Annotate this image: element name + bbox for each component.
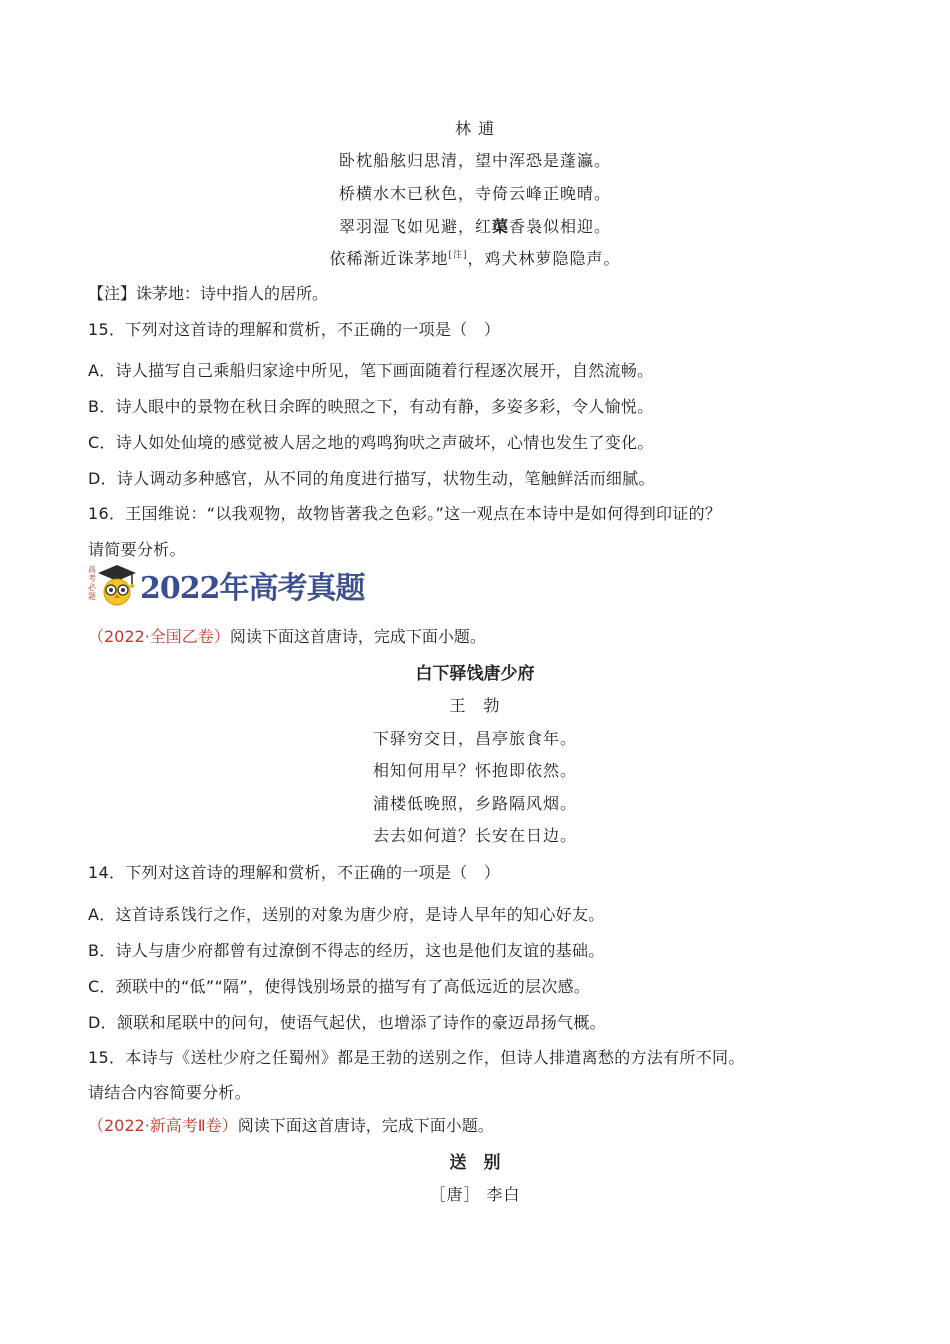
poem2-line: 浦楼低晚照，乡路隔风烟。 — [372, 794, 577, 813]
graduate-owl-icon — [88, 563, 138, 607]
poem3-author: ［唐］ 李白 — [429, 1185, 521, 1204]
question-14-option-c: C．颈联中的“低”“隔”，使得饯别场景的描写有了高低远近的层次感。 — [88, 977, 591, 996]
poem1-note-marker: [注] — [448, 250, 468, 261]
question-16-line1: 16．王国维说：“以我观物，故物皆著我之色彩。”这一观点在本诗中是如何得到印证的？ — [88, 504, 722, 523]
question-15a-option-a: A．诗人描写自己乘船归家途中所见，笔下画面随着行程逐次展开，自然流畅。 — [88, 361, 654, 380]
section2-header — [88, 1113, 494, 1136]
poem2-line: 下驿穷交日，昌亭旅食年。 — [372, 729, 577, 748]
question-16-line2: 请简要分析。 — [88, 540, 186, 559]
poem2-line: 相知何用早？怀抱即依然。 — [372, 761, 577, 780]
poem1-line-4-start: 依稀渐近诛茅地 — [329, 249, 449, 268]
question-15b-line2: 请结合内容简要分析。 — [88, 1083, 252, 1102]
poem1-author: 林 逋 — [454, 119, 496, 138]
question-15a-option-d: D．诗人调动多种感官，从不同的角度进行描写，状物生动，笔触鲜活而细腻。 — [88, 469, 655, 488]
section1-source: （2022·全国乙卷） — [88, 627, 230, 646]
poem1-note: 【注】诛茅地：诗中指人的居所。 — [88, 284, 329, 303]
question-15a-option-c: C．诗人如处仙境的感觉被人居之地的鸡鸣狗吠之声破坏，心情也发生了变化。 — [88, 433, 654, 452]
poem1-line-3 — [0, 214, 950, 237]
question-14-stem: 14．下列对这首诗的理解和赏析，不正确的一项是（ ） — [88, 863, 501, 882]
poem1-line-3-start: 翠羽湿飞如见避，红 — [338, 217, 492, 236]
question-15a-option-b: B．诗人眼中的景物在秋日余晖的映照之下，有动有静，多姿多彩，令人愉悦。 — [88, 397, 654, 416]
poem2-line: 去去如何道？长安在日边。 — [372, 826, 577, 845]
question-15a-stem: 15．下列对这首诗的理解和赏析，不正确的一项是（ ） — [88, 320, 501, 339]
question-14-option-b: B．诗人与唐少府都曾有过潦倒不得志的经历，这也是他们友谊的基础。 — [88, 941, 605, 960]
banner-title: 2022年高考真题 — [140, 571, 365, 606]
banner-icon-text: 高考必题 — [88, 565, 96, 601]
poem1-line-3-end: 香袅似相迎。 — [509, 217, 612, 236]
poem1-line: 卧枕船舷归思清，望中浑恐是蓬瀛。 — [338, 151, 611, 170]
poem2-author: 王 勃 — [449, 696, 501, 715]
section-banner — [88, 562, 365, 608]
question-14-option-d: D．颔联和尾联中的问句，使语气起伏，也增添了诗作的豪迈昂扬气概。 — [88, 1013, 606, 1032]
poem1-line-3-bold-char: 蕖 — [491, 217, 509, 236]
poem1-line: 桥横水木已秋色，寺倚云峰正晚晴。 — [338, 184, 611, 203]
poem3-title: 送 别 — [449, 1153, 501, 1173]
poem2-title: 白下驿饯唐少府 — [415, 664, 535, 684]
section2-intro: 阅读下面这首唐诗，完成下面小题。 — [237, 1116, 494, 1135]
section1-header — [88, 624, 486, 647]
section1-intro: 阅读下面这首唐诗，完成下面小题。 — [229, 627, 486, 646]
poem1-line-4-end: ，鸡犬林萝隐隐声。 — [467, 249, 621, 268]
question-14-option-a: A．这首诗系饯行之作，送别的对象为唐少府，是诗人早年的知心好友。 — [88, 905, 605, 924]
section2-source: （2022·新高考Ⅱ卷） — [88, 1116, 238, 1135]
question-15b-line1: 15．本诗与《送杜少府之任蜀州》都是王勃的送别之作，但诗人排遣离愁的方法有所不同。 — [88, 1048, 745, 1067]
poem1-line-4 — [0, 246, 950, 269]
